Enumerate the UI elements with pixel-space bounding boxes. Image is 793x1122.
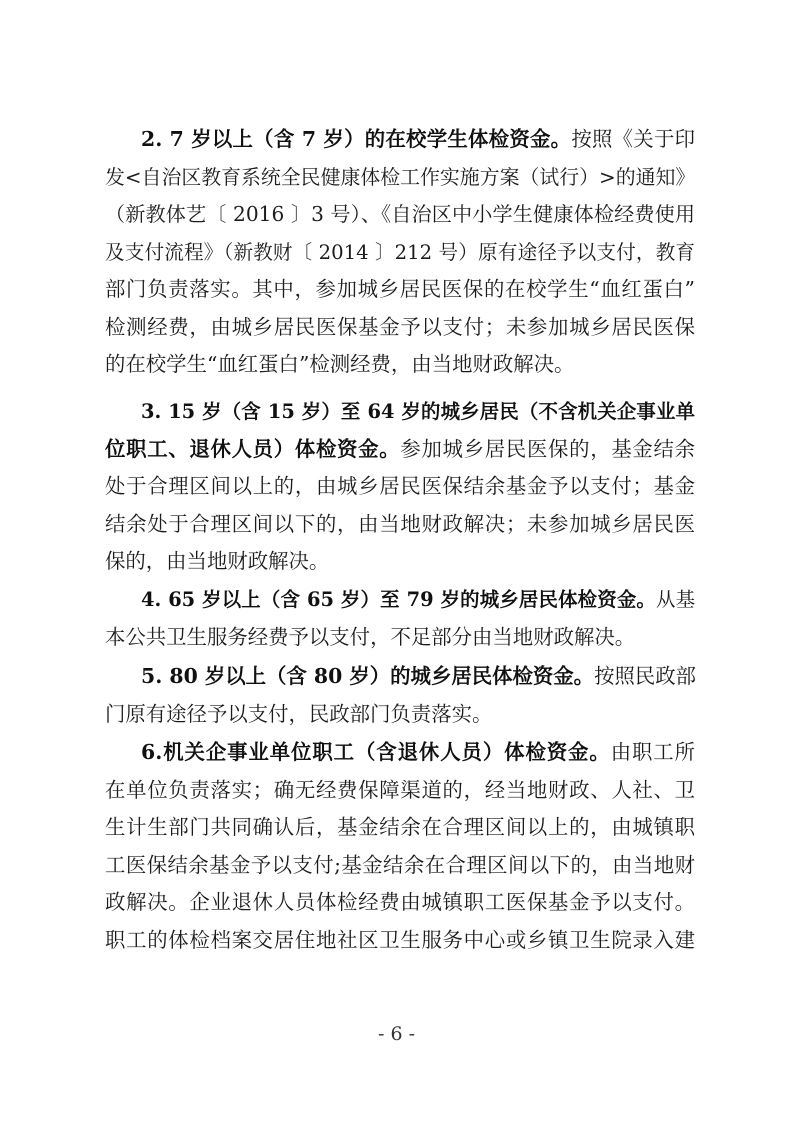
paragraph-line: 生计生部门共同确认后，基金结余在合理区间以上的，由城镇职 — [105, 815, 695, 839]
paragraph-line: 及支付流程》（新教财〔 2014 〕212 号）原有途径予以支付，教育 — [105, 240, 695, 264]
paragraph-2-students — [105, 121, 695, 384]
body-text: 按照《关于印 — [571, 127, 696, 151]
paragraph-line — [105, 658, 695, 696]
body-text: 由职工所 — [610, 740, 696, 764]
paragraph-6-employees — [105, 734, 695, 959]
paragraph-line: 结余处于合理区间以下的，由当地财政解决；未参加城乡居民医 — [105, 511, 695, 536]
paragraph-line: 在单位负责落实；确无经费保障渠道的，经当地财政、人社、卫 — [105, 777, 695, 802]
paragraph-line: 工医保结余基金予以支付;基金结余在合理区间以下的，由当地财 — [105, 852, 695, 877]
body-text: 参加城乡居民医保的，基金结余 — [400, 436, 696, 461]
paragraph-line: 本公共卫生服务经费予以支付，不足部分由当地财政解决。 — [105, 624, 636, 649]
paragraph-line: 门原有途径予以支付，民政部门负责落实。 — [105, 701, 493, 726]
section-heading: 3. 15 岁（含 15 岁）至 64 岁的城乡居民（不含机关企事业单 — [141, 400, 695, 423]
body-text: 按照民政部 — [594, 664, 697, 688]
section-heading: 4. 65 岁以上（含 65 岁）至 79 岁的城乡居民体检资金。 — [141, 588, 657, 611]
paragraph-line: 的在校学生“血红蛋白”检测经费，由当地财政解决。 — [105, 352, 575, 376]
paragraph-4-residents-65-79 — [105, 581, 695, 656]
page-number: - 6 - — [377, 1023, 415, 1045]
section-heading-continued: 位职工、退休人员）体检资金。 — [105, 436, 401, 461]
section-heading: 6.机关企事业单位职工（含退休人员）体检资金。 — [141, 740, 611, 764]
paragraph-line: 职工的体检档案交居住地社区卫生服务中心或乡镇卫生院录入建 — [105, 927, 695, 952]
paragraph-line — [105, 581, 695, 619]
paragraph-5-residents-80-plus — [105, 658, 695, 733]
paragraph-line: 处于合理区间以上的，由城乡居民医保结余基金予以支付；基金 — [105, 474, 695, 498]
paragraph-line: 部门负责落实。其中，参加城乡居民医保的在校学生“血红蛋白” — [105, 277, 695, 301]
section-heading: 5. 80 岁以上（含 80 岁）的城乡居民体检资金。 — [141, 664, 595, 688]
paragraph-line: 检测经费，由城乡居民医保基金予以支付；未参加城乡居民医保 — [105, 314, 695, 339]
paragraph-line: 保的，由当地财政解决。 — [105, 549, 330, 573]
paragraph-3-residents-15-64 — [105, 393, 695, 581]
paragraph-line — [105, 121, 695, 159]
section-heading: 2. 7 岁以上（含 7 岁）的在校学生体检资金。 — [141, 127, 572, 151]
paragraph-line: 发<自治区教育系统全民健康体检工作实施方案（试行）>的通知》 — [105, 165, 696, 189]
paragraph-line: （新教体艺〔 2016 〕3 号）、《自治区中小学生健康体检经费使用 — [105, 202, 695, 226]
paragraph-line: 政解决。企业退休人员体检经费由城镇职工医保基金予以支付。 — [105, 890, 695, 914]
paragraph-line — [105, 393, 695, 431]
paragraph-line — [105, 431, 695, 469]
body-text: 从基 — [656, 588, 696, 611]
paragraph-line — [105, 734, 695, 772]
